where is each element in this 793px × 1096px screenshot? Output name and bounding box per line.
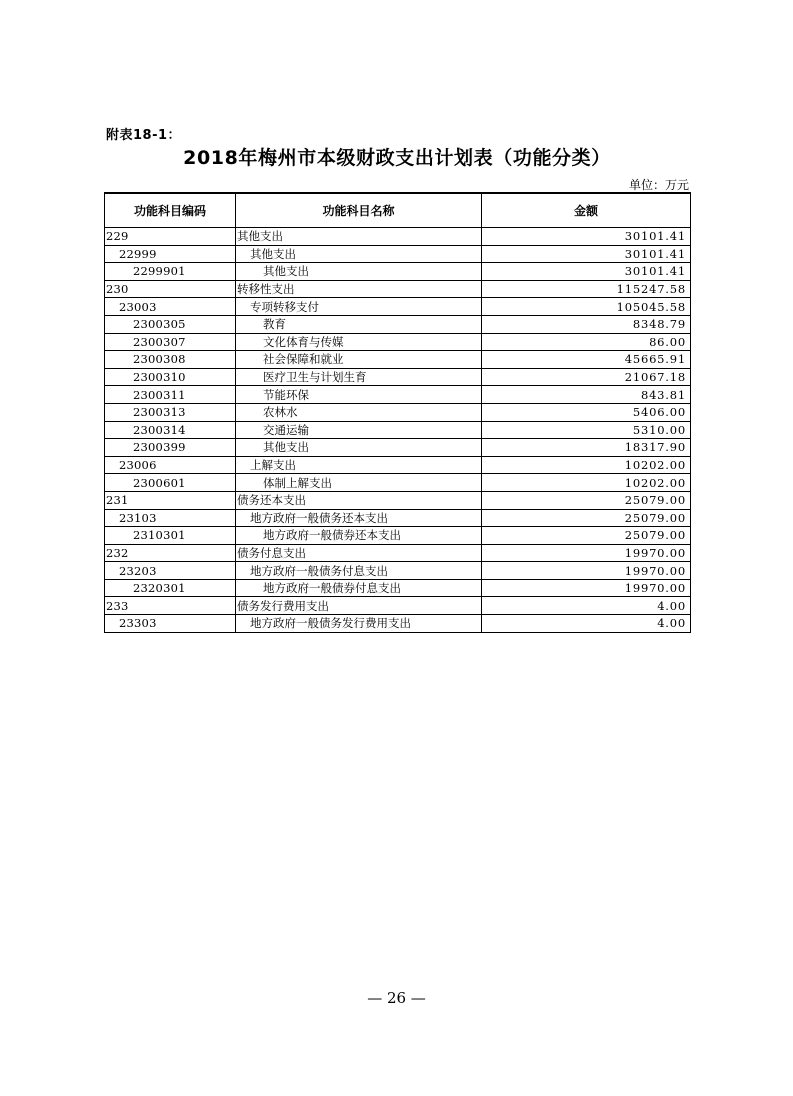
code-text: 229 bbox=[106, 229, 129, 244]
table-row bbox=[105, 491, 691, 509]
cell-code bbox=[105, 280, 236, 298]
cell-name: 地方政府一般债券还本支出 bbox=[236, 527, 482, 545]
cell-code bbox=[105, 421, 236, 439]
cell-code bbox=[105, 263, 236, 281]
cell-code bbox=[105, 544, 236, 562]
cell-code bbox=[105, 333, 236, 351]
cell-code bbox=[105, 228, 236, 246]
table-row bbox=[105, 562, 691, 580]
cell-amount: 115247.58 bbox=[482, 280, 691, 298]
cell-code bbox=[105, 509, 236, 527]
cell-code bbox=[105, 439, 236, 457]
code-text: 2300399 bbox=[133, 440, 186, 455]
code-text: 233 bbox=[106, 598, 129, 613]
code-text: 23003 bbox=[119, 299, 157, 314]
cell-code bbox=[105, 527, 236, 545]
table-body bbox=[105, 228, 691, 633]
cell-name: 社会保障和就业 bbox=[236, 351, 482, 369]
table-header-row bbox=[105, 193, 691, 228]
cell-amount: 30101.41 bbox=[482, 263, 691, 281]
table-row bbox=[105, 456, 691, 474]
code-text: 23303 bbox=[119, 616, 157, 631]
cell-amount: 25079.00 bbox=[482, 509, 691, 527]
table-row bbox=[105, 579, 691, 597]
cell-name: 转移性支出 bbox=[236, 280, 482, 298]
code-text: 2300314 bbox=[133, 422, 186, 437]
cell-amount: 25079.00 bbox=[482, 491, 691, 509]
cell-name: 地方政府一般债务还本支出 bbox=[236, 509, 482, 527]
cell-name: 地方政府一般债务付息支出 bbox=[236, 562, 482, 580]
table-row bbox=[105, 368, 691, 386]
code-text: 2310301 bbox=[133, 528, 186, 543]
cell-amount: 8348.79 bbox=[482, 315, 691, 333]
table-row bbox=[105, 403, 691, 421]
cell-amount: 30101.41 bbox=[482, 228, 691, 246]
code-text: 23103 bbox=[119, 510, 157, 525]
table-row bbox=[105, 351, 691, 369]
cell-amount: 4.00 bbox=[482, 597, 691, 615]
page-number: — 26 — bbox=[367, 989, 426, 1007]
cell-amount: 5406.00 bbox=[482, 403, 691, 421]
column-header-code: 功能科目编码 bbox=[105, 193, 236, 228]
budget-table bbox=[104, 192, 691, 633]
cell-amount: 843.81 bbox=[482, 386, 691, 404]
table-row bbox=[105, 544, 691, 562]
cell-name: 地方政府一般债务发行费用支出 bbox=[236, 615, 482, 633]
cell-name: 体制上解支出 bbox=[236, 474, 482, 492]
cell-name: 教育 bbox=[236, 315, 482, 333]
table-row bbox=[105, 615, 691, 633]
cell-amount: 18317.90 bbox=[482, 439, 691, 457]
cell-amount: 10202.00 bbox=[482, 456, 691, 474]
cell-name: 债务付息支出 bbox=[236, 544, 482, 562]
code-text: 2300310 bbox=[133, 370, 186, 385]
column-header-name: 功能科目名称 bbox=[236, 193, 482, 228]
cell-amount: 4.00 bbox=[482, 615, 691, 633]
table-row bbox=[105, 298, 691, 316]
cell-amount: 19970.00 bbox=[482, 562, 691, 580]
code-text: 232 bbox=[106, 545, 129, 560]
table-row bbox=[105, 280, 691, 298]
code-text: 23006 bbox=[119, 458, 157, 473]
cell-amount: 21067.18 bbox=[482, 368, 691, 386]
cell-name: 债务还本支出 bbox=[236, 491, 482, 509]
table-row bbox=[105, 439, 691, 457]
cell-amount: 10202.00 bbox=[482, 474, 691, 492]
cell-name: 医疗卫生与计划生育 bbox=[236, 368, 482, 386]
table-row bbox=[105, 527, 691, 545]
cell-name: 交通运输 bbox=[236, 421, 482, 439]
table-row bbox=[105, 245, 691, 263]
code-text: 2300308 bbox=[133, 352, 186, 367]
cell-name: 专项转移支付 bbox=[236, 298, 482, 316]
cell-code bbox=[105, 368, 236, 386]
code-text: 2300307 bbox=[133, 334, 186, 349]
attachment-label: 附表18-1： bbox=[106, 128, 182, 143]
code-text: 2300311 bbox=[133, 387, 186, 402]
table-row bbox=[105, 597, 691, 615]
cell-code bbox=[105, 403, 236, 421]
cell-amount: 19970.00 bbox=[482, 544, 691, 562]
cell-name: 农林水 bbox=[236, 403, 482, 421]
code-text: 2300305 bbox=[133, 317, 186, 332]
cell-name: 文化体育与传媒 bbox=[236, 333, 482, 351]
table-row bbox=[105, 228, 691, 246]
cell-code bbox=[105, 456, 236, 474]
code-text: 2320301 bbox=[133, 581, 186, 596]
cell-code bbox=[105, 245, 236, 263]
cell-amount: 86.00 bbox=[482, 333, 691, 351]
table-row bbox=[105, 263, 691, 281]
cell-code bbox=[105, 491, 236, 509]
cell-amount: 45665.91 bbox=[482, 351, 691, 369]
table-row bbox=[105, 474, 691, 492]
cell-code bbox=[105, 597, 236, 615]
cell-code bbox=[105, 386, 236, 404]
cell-code bbox=[105, 579, 236, 597]
cell-code bbox=[105, 351, 236, 369]
cell-amount: 105045.58 bbox=[482, 298, 691, 316]
cell-name: 债务发行费用支出 bbox=[236, 597, 482, 615]
cell-amount: 30101.41 bbox=[482, 245, 691, 263]
cell-name: 其他支出 bbox=[236, 439, 482, 457]
cell-amount: 5310.00 bbox=[482, 421, 691, 439]
code-text: 2300313 bbox=[133, 405, 186, 420]
table-row bbox=[105, 509, 691, 527]
cell-name: 上解支出 bbox=[236, 456, 482, 474]
cell-code bbox=[105, 298, 236, 316]
cell-name: 地方政府一般债券付息支出 bbox=[236, 579, 482, 597]
table-row bbox=[105, 421, 691, 439]
table-row bbox=[105, 315, 691, 333]
cell-amount: 19970.00 bbox=[482, 579, 691, 597]
code-text: 230 bbox=[106, 282, 129, 297]
cell-name: 其他支出 bbox=[236, 228, 482, 246]
document-title: 2018年梅州市本级财政支出计划表（功能分类） bbox=[183, 147, 611, 169]
cell-code bbox=[105, 315, 236, 333]
cell-code bbox=[105, 562, 236, 580]
code-text: 2300601 bbox=[133, 475, 186, 490]
cell-name: 其他支出 bbox=[236, 245, 482, 263]
cell-code bbox=[105, 474, 236, 492]
table-row bbox=[105, 333, 691, 351]
column-header-amount: 金额 bbox=[482, 193, 691, 228]
unit-label: 单位：万元 bbox=[628, 178, 689, 192]
cell-name: 节能环保 bbox=[236, 386, 482, 404]
code-text: 23203 bbox=[119, 563, 157, 578]
cell-code bbox=[105, 615, 236, 633]
cell-amount: 25079.00 bbox=[482, 527, 691, 545]
code-text: 231 bbox=[106, 493, 129, 508]
cell-name: 其他支出 bbox=[236, 263, 482, 281]
table-row bbox=[105, 386, 691, 404]
code-text: 22999 bbox=[119, 246, 157, 261]
code-text: 2299901 bbox=[133, 264, 186, 279]
